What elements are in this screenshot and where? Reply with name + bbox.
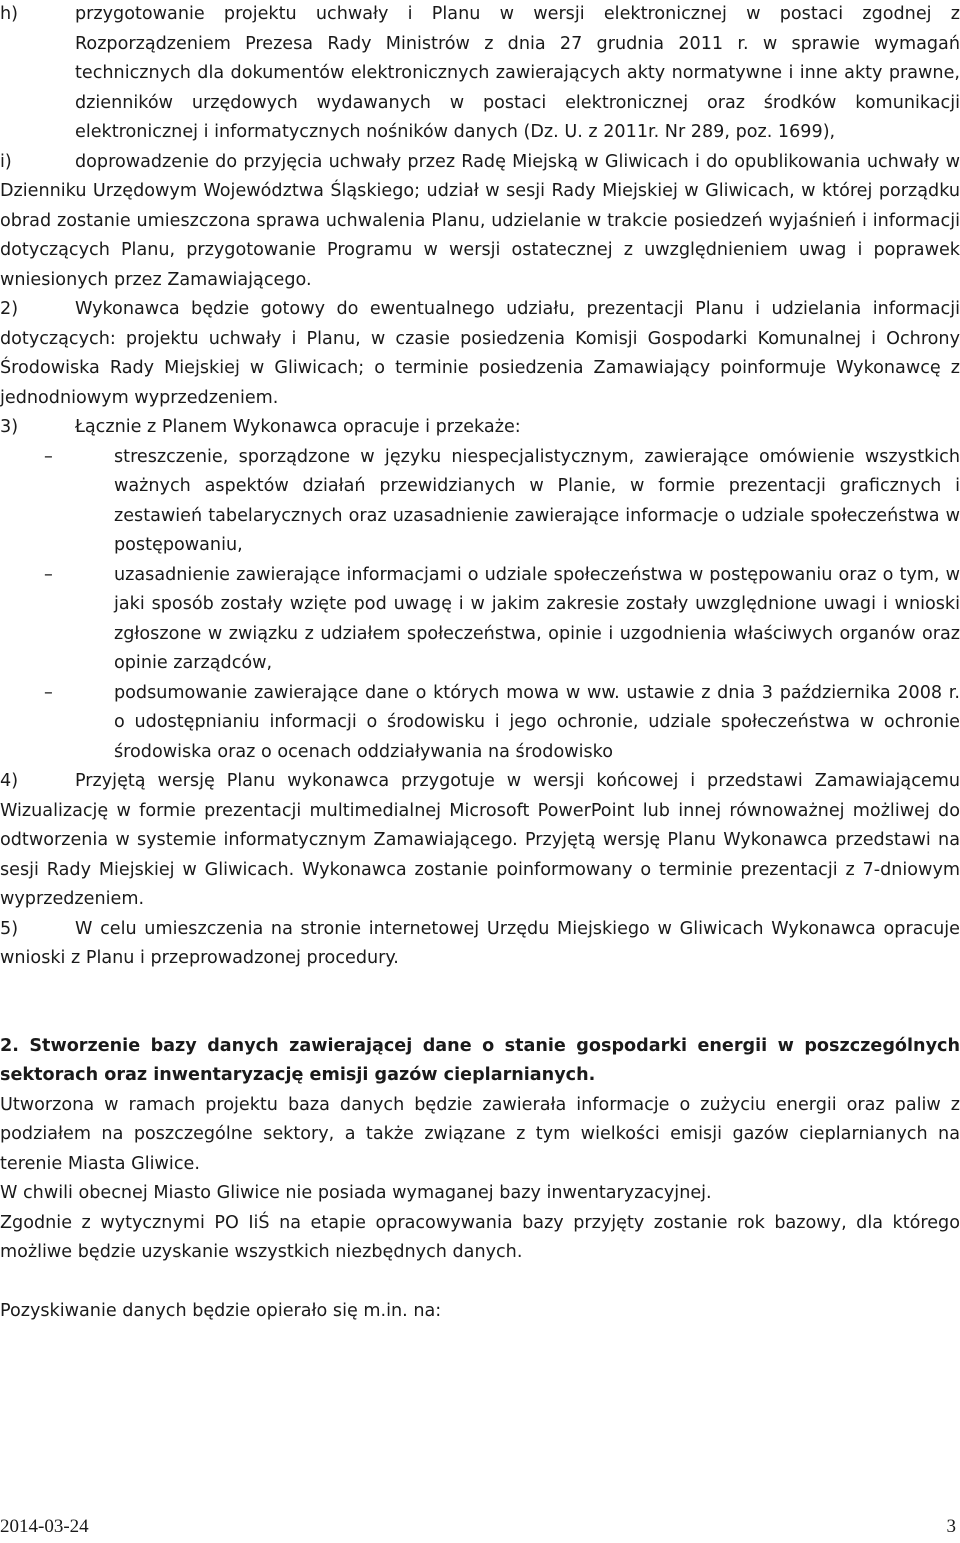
item-2-label: 2): [0, 299, 19, 319]
item-5-text: W celu umieszczenia na stronie internetowej Urzędu Miejskiego w Gliwicach Wykonawca opracuje wnioski z Planu i przeprowadzonej procedury.: [0, 918, 960, 968]
item-2-text: Wykonawca będzie gotowy do ewentualnego udziału, prezentacji Planu i udzielania informacji dotyczących: projektu uchwały i Planu, w czasie posiedzenia Komisji Gospodarki Komunalnej i Ochrony Środowiska Rady Miejskiej w Gliwicach; o terminie posiedzenia Zamawiający poinformuje Wykonawcę z jednodniowym wyprzedzeniem.: [0, 299, 960, 408]
section-2-heading: 2. Stworzenie bazy danych zawierającej dane o stanie gospodarki energii w poszczególnych sektorach oraz inwentaryzację emisji gazów cieplarnianych.: [0, 1035, 960, 1085]
dash-bullet: –: [44, 446, 53, 467]
item-5: [0, 915, 960, 974]
item-i-text: doprowadzenie do przyjęcia uchwały przez Radę Miejską w Gliwicach i do opublikowania uchwały w Dzienniku Urzędowym Województwa Śląskiego; udział w sesji Rady Miejskiej w Gliwicach, w której porządku obrad zostanie umieszczona sprawa uchwalenia Planu, udzielanie w trakcie posiedzeń wyjaśnień i informacji dotyczących Planu, przygotowanie Programu w wersji ostatecznej z uwzględnieniem uwag i poprawek wniesionych przez Zamawiającego.: [0, 151, 960, 290]
dash-item-text: uzasadnienie zawierające informacjami o udziale społeczeństwa w postępowaniu oraz o tym, w jaki sposób zostały wzięte pod uwagę i w jakim zakresie zostały uwzględnione uwagi i wnioski zgłoszone w związku z udziałem społeczeństwa, opinie i uzgodnienia właściwych organów oraz opinie zarządców,: [114, 564, 960, 673]
page-footer: [0, 1516, 960, 1542]
section-2-paragraph: Zgodnie z wytycznymi PO IiŚ na etapie opracowywania bazy przyjęty zostanie rok bazowy, dla którego możliwe będzie uzyskanie wszystkich niezbędnych danych.: [0, 1212, 960, 1262]
dash-list-item: [0, 561, 960, 679]
item-4-text: Przyjętą wersję Planu wykonawca przygotuje w wersji końcowej i przedstawi Zamawiającemu Wizualizację w formie prezentacji multimedialnej Microsoft PowerPoint lub innej równoważnej możliwej do odtworzenia w systemie informatycznym Zamawiającego. Przyjętą wersję Planu Wykonawca przedstawi na sesji Rady Miejskiej w Gliwicach. Wykonawca zostanie poinformowany o terminie prezentacji z 7-dniowym wyprzedzeniem.: [0, 771, 960, 909]
dash-list-item: [0, 443, 960, 561]
item-3-text: Łącznie z Planem Wykonawca opracuje i przekaże:: [75, 417, 521, 437]
dash-item-text: podsumowanie zawierające dane o których mowa w ww. ustawie z dnia 3 października 2008 r. o udostępnianiu informacji o środowisku i jego ochronie, udziale społeczeństwa w ochronie środowiska oraz o ocenach oddziaływania na środowisko: [114, 682, 960, 762]
item-4: [0, 767, 960, 915]
dash-bullet: –: [44, 682, 53, 703]
dash-list-item: [0, 679, 960, 768]
item-i-label: i): [0, 151, 12, 172]
section-2-paragraph: W chwili obecnej Miasto Gliwice nie posiada wymaganej bazy inwentaryzacyjnej.: [0, 1183, 712, 1203]
spacer: [0, 1268, 960, 1297]
footer-date: 2014-03-24: [0, 1516, 89, 1537]
item-4-label: 4): [0, 771, 19, 791]
item-3: [0, 413, 960, 443]
item-h-label: h): [0, 4, 19, 24]
section-2-paragraph: Utworzona w ramach projektu baza danych będzie zawierała informacje o zużyciu energii oraz paliw z podziałem na poszczególne sektory, a także związane z tym wielkości emisji gazów cieplarnianych na terenie Miasta Gliwice.: [0, 1094, 960, 1174]
page-number: 3: [946, 1516, 956, 1537]
item-2: [0, 295, 960, 413]
item-h: [0, 0, 960, 148]
dash-item-text: streszczenie, sporządzone w języku niespecjalistycznym, zawierające omówienie wszystkich ważnych aspektów działań przewidzianych w Planie, w formie prezentacji graficznych i zestawień tabelarycznych oraz uzasadnienie zawierające informacje o udziale społeczeństwa w postępowaniu,: [114, 446, 960, 555]
spacer: [0, 974, 960, 1032]
section-2-paragraph: Pozyskiwanie danych będzie opierało się m.in. na:: [0, 1300, 442, 1321]
item-5-label: 5): [0, 918, 19, 939]
item-h-text: przygotowanie projektu uchwały i Planu w wersji elektronicznej w postaci zgodnej z Rozporządzeniem Prezesa Rady Ministrów z dnia 27 grudnia 2011 r. w sprawie wymagań technicznych dla dokumentów elektronicznych zawierających akty normatywne i inne akty prawne, dzienników urzędowych wydawanych w postaci elektronicznej oraz środków komunikacji elektronicznej i informatycznych nośników danych (Dz. U. z 2011r. Nr 289, poz. 1699),: [75, 4, 960, 142]
dash-bullet: –: [44, 564, 53, 585]
item-3-label: 3): [0, 417, 19, 437]
item-i: [0, 148, 960, 296]
